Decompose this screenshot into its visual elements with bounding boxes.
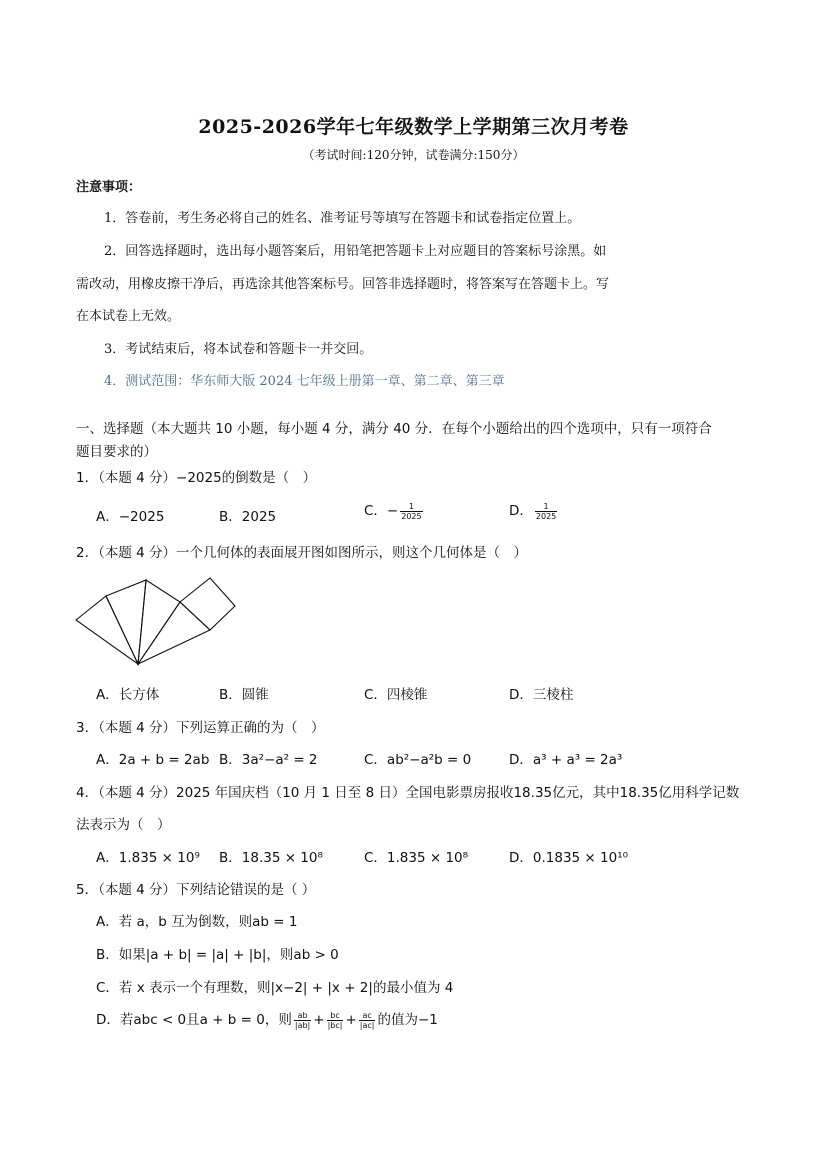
net-triangle-1 xyxy=(76,596,138,664)
notice-item-2-line2: 需改动，用橡皮擦干净后，再选涂其他答案标号。回答非选择题时，将答案写在答题卡上。写 xyxy=(76,277,610,292)
q2-option-c: C．四棱锥 xyxy=(364,687,428,703)
q1-d-denominator: 2025 xyxy=(535,511,557,521)
section-heading-line1: 一、选择题（本大题共 10 小题，每小题 4 分，满分 40 分．在每个小题给出的四个选项中，只有一项符合 xyxy=(76,421,712,437)
q5-option-a: A．若 a，b 互为倒数，则ab = 1 xyxy=(96,914,298,930)
q4-option-c: C．1.835 × 10⁸ xyxy=(364,850,469,866)
q4-option-d: D．0.1835 × 10¹⁰ xyxy=(509,850,629,866)
q1-option-d xyxy=(509,499,559,521)
q5-d-f1-numerator: ab xyxy=(294,1011,311,1021)
exam-subtitle: （考试时间:120分钟，试卷满分:150分） xyxy=(302,148,525,162)
q5-d-plus-2: + xyxy=(345,1012,357,1028)
q1-c-denominator: 2025 xyxy=(401,511,422,521)
notice-item-4: 4．测试范围：华东师大版 2024 七年级上册第一章、第二章、第三章 xyxy=(104,374,505,389)
q1-option-c-fraction xyxy=(400,502,422,521)
q5-d-fraction-2 xyxy=(327,1011,344,1030)
question-4-stem-line1: 4．（本题 4 分）2025 年国庆档（10 月 1 日至 8 日）全国电影票房报收18.35亿元，其中18.35亿用科学记数 xyxy=(76,785,740,801)
net-triangle-2 xyxy=(106,580,146,664)
q1-c-numerator: 1 xyxy=(400,502,422,512)
q5-d-plus-1: + xyxy=(313,1012,325,1028)
q3-option-b: B．3a²−a² = 2 xyxy=(219,752,318,768)
q2-option-b: B．圆锥 xyxy=(219,687,269,703)
q5-d-fraction-3 xyxy=(359,1011,376,1030)
q1-option-d-prefix: D． xyxy=(509,503,533,519)
q1-option-c-prefix: C．− xyxy=(364,503,399,519)
question-3-stem: 3．（本题 4 分）下列运算正确的为（ ） xyxy=(76,720,325,736)
net-square xyxy=(180,578,235,630)
q5-d-fraction-1 xyxy=(294,1011,311,1030)
q5-d-f3-numerator: ac xyxy=(359,1011,376,1021)
net-diagram-figure xyxy=(72,572,242,668)
q5-d-f3-denominator: |ac| xyxy=(359,1020,375,1030)
notice-item-3: 3．考试结束后，将本试卷和答题卡一并交回。 xyxy=(104,342,373,357)
q5-d-f1-denominator: |ab| xyxy=(294,1020,311,1030)
q2-option-a: A．长方体 xyxy=(96,687,160,703)
q5-option-d-suffix: 的值为−1 xyxy=(377,1012,438,1028)
q5-d-f2-denominator: |bc| xyxy=(327,1020,343,1030)
q5-option-c: C．若 x 表示一个有理数，则|x−2| + |x + 2|的最小值为 4 xyxy=(96,980,454,996)
net-triangle-3 xyxy=(138,580,180,664)
net-triangle-4 xyxy=(138,602,210,664)
q2-option-d: D．三棱柱 xyxy=(509,687,574,703)
q4-option-a: A．1.835 × 10⁹ xyxy=(96,850,200,866)
notice-item-1: 1．答卷前，考生务必将自己的姓名、准考证号等填写在答题卡和试卷指定位置上。 xyxy=(104,211,581,226)
q5-option-b: B．如果|a + b| = |a| + |b|，则ab > 0 xyxy=(96,947,339,963)
q3-option-c: C．ab²−a²b = 0 xyxy=(364,752,472,768)
q5-option-d-prefix: D．若abc < 0且a + b = 0，则 xyxy=(96,1012,292,1028)
exam-title: 2025-2026学年七年级数学上学期第三次月考卷 xyxy=(198,116,629,138)
q4-option-b: B．18.35 × 10⁸ xyxy=(219,850,323,866)
q1-option-d-fraction xyxy=(535,502,557,521)
section-heading-line2: 题目要求的） xyxy=(76,444,157,460)
q1-option-a: A．−2025 xyxy=(96,509,165,525)
question-5-stem: 5．（本题 4 分）下列结论错误的是（ ） xyxy=(76,882,316,898)
q1-option-b: B．2025 xyxy=(219,509,277,525)
notice-heading: 注意事项： xyxy=(76,180,142,195)
notice-item-2-line1: 2．回答选择题时，选出每小题答案后，用铅笔把答题卡上对应题目的答案标号涂黑。如 xyxy=(104,244,607,259)
question-2-stem: 2．（本题 4 分）一个几何体的表面展开图如图所示，则这个几何体是（ ） xyxy=(76,545,528,561)
question-4-stem-line2: 法表示为（ ） xyxy=(76,817,171,833)
q3-option-a: A．2a + b = 2ab xyxy=(96,752,210,768)
q1-option-c xyxy=(364,499,425,521)
q1-d-numerator: 1 xyxy=(535,502,557,512)
notice-item-2-line3: 在本试卷上无效。 xyxy=(76,309,181,324)
q3-option-d: D．a³ + a³ = 2a³ xyxy=(509,752,623,768)
q5-d-f2-numerator: bc xyxy=(327,1011,344,1021)
question-1-stem: 1．（本题 4 分）−2025的倒数是（ ） xyxy=(76,470,317,486)
q5-option-d xyxy=(96,1008,438,1030)
